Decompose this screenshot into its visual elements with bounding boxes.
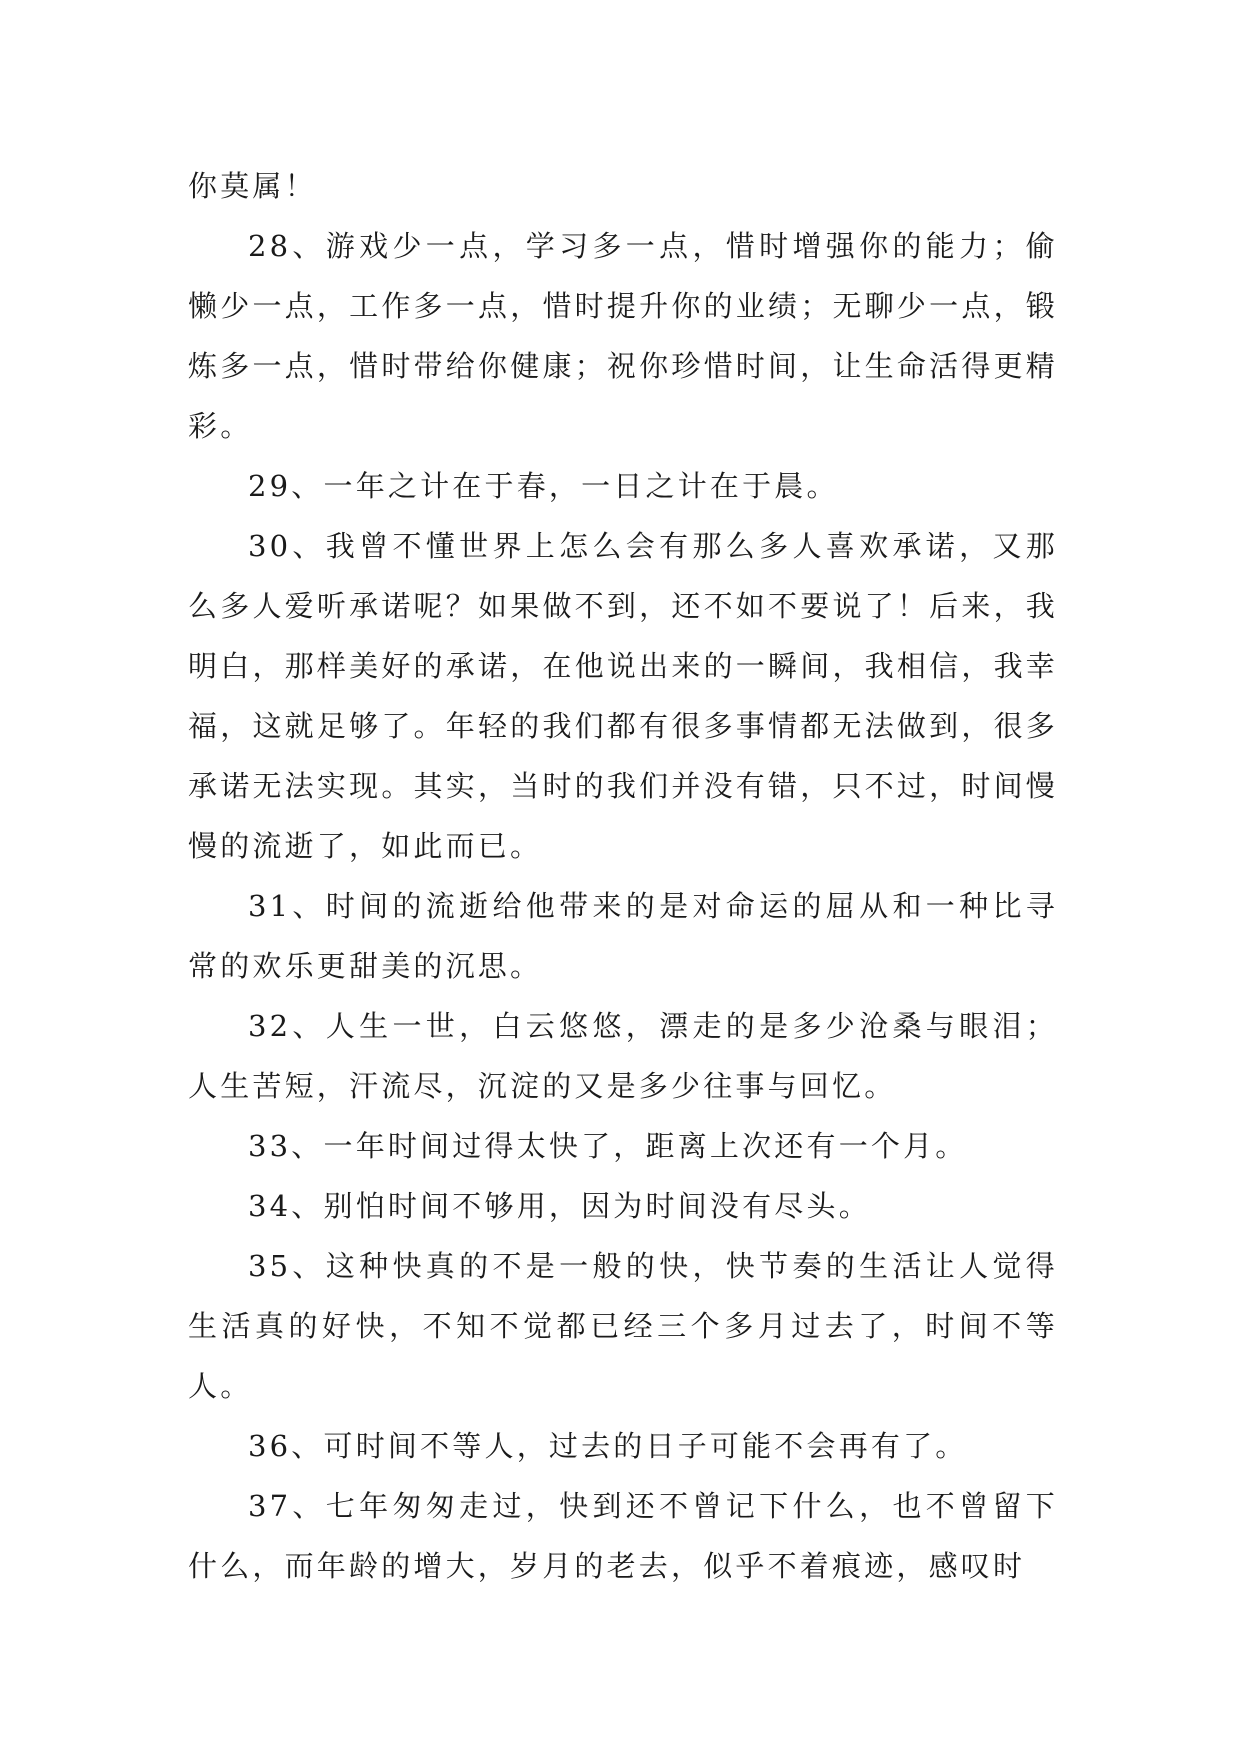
paragraph-33: 33、一年时间过得太快了，距离上次还有一个月。 xyxy=(248,1129,968,1163)
paragraph-30: 30、我曾不懂世界上怎么会有那么多人喜欢承诺，又那么多人爱听承诺呢？如果做不到，还不如不要说了！后来，我明白，那样美好的承诺，在他说出来的一瞬间，我相信，我幸福，这就足够了。年轻的我们都有很多事情都无法做到，很多承诺无法实现。其实，当时的我们并没有错，只不过，时间慢慢的流逝了，如此而已。 xyxy=(188,529,1058,863)
paragraph-37: 37、七年匆匆走过，快到还不曾记下什么，也不曾留下什么，而年龄的增大，岁月的老去，似乎不着痕迹，感叹时 xyxy=(188,1489,1058,1583)
paragraph-34: 34、别怕时间不够用，因为时间没有尽头。 xyxy=(248,1189,871,1223)
document-body xyxy=(188,156,1058,1596)
paragraph-36: 36、可时间不等人，过去的日子可能不会再有了。 xyxy=(248,1429,968,1463)
paragraph-35: 35、这种快真的不是一般的快，快节奏的生活让人觉得生活真的好快，不知不觉都已经三个多月过去了，时间不等人。 xyxy=(188,1249,1058,1403)
paragraph-28: 28、游戏少一点，学习多一点，惜时增强你的能力；偷懒少一点，工作多一点，惜时提升你的业绩；无聊少一点，锻炼多一点，惜时带给你健康；祝你珍惜时间，让生命活得更精彩。 xyxy=(188,229,1058,443)
paragraph-32: 32、人生一世，白云悠悠，漂走的是多少沧桑与眼泪；人生苦短，汗流尽，沉淀的又是多少往事与回忆。 xyxy=(188,1009,1058,1103)
paragraph-31: 31、时间的流逝给他带来的是对命运的屈从和一种比寻常的欢乐更甜美的沉思。 xyxy=(188,889,1058,983)
paragraph-29: 29、一年之计在于春，一日之计在于晨。 xyxy=(248,469,839,503)
paragraph-continuation: 你莫属！ xyxy=(188,169,317,203)
